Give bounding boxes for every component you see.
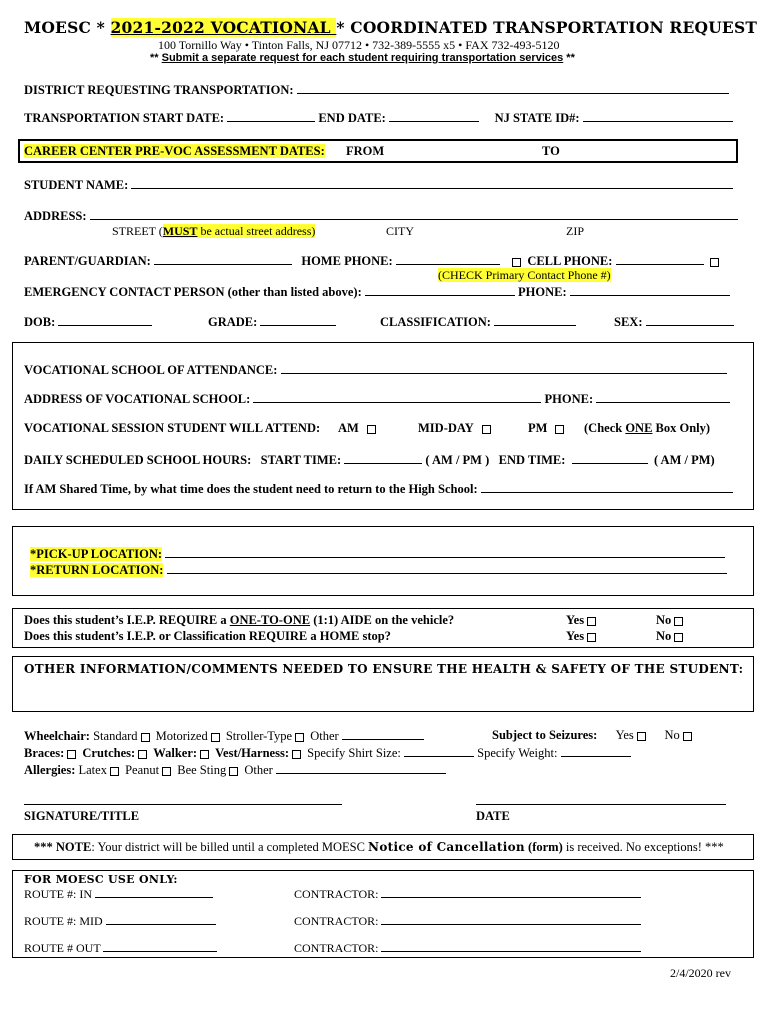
dob-row: DOB: — [24, 314, 152, 330]
bee-sting-checkbox[interactable] — [229, 767, 238, 776]
emergency-row: EMERGENCY CONTACT PERSON (other than listed above): PHONE: — [24, 284, 730, 300]
route-out-row: ROUTE # OUT — [24, 940, 217, 956]
student-name-row: STUDENT NAME: — [24, 177, 733, 193]
session-pm: PM — [528, 421, 567, 436]
voc-school-field[interactable] — [281, 362, 727, 374]
iep-q2-no-checkbox[interactable] — [674, 633, 683, 642]
contractor-mid-field[interactable] — [381, 913, 641, 925]
route-in-row: ROUTE #: IN — [24, 886, 213, 902]
iep-q2: Does this student’s I.E.P. or Classification REQUIRE a HOME stop? — [24, 629, 391, 643]
revision-date: 2/4/2020 rev — [670, 966, 731, 980]
shared-time-field[interactable] — [481, 481, 733, 493]
voc-address-field[interactable] — [253, 391, 541, 403]
iep-q1-no: No — [656, 613, 686, 628]
classification-field[interactable] — [494, 314, 576, 326]
signature-label: SIGNATURE/TITLE — [24, 809, 140, 823]
state-id-field[interactable] — [583, 110, 733, 122]
cell-phone-field[interactable] — [616, 253, 704, 265]
iep-q1-yes: Yes — [566, 613, 599, 628]
crutches-checkbox[interactable] — [138, 750, 147, 759]
signature-line[interactable] — [24, 793, 342, 805]
other-info-label: OTHER INFORMATION/COMMENTS NEEDED TO ENSURE THE HEALTH & SAFETY OF THE STUDENT: — [24, 662, 744, 676]
wheelchair-row: Wheelchair: Standard Motorized Stroller-Type Other — [24, 728, 424, 744]
contractor-mid-row: CONTRACTOR: — [294, 913, 641, 929]
session-midday: MID-DAY — [418, 421, 494, 436]
date-line[interactable] — [476, 793, 726, 805]
iep-q1-no-checkbox[interactable] — [674, 617, 683, 626]
allergies-other-field[interactable] — [276, 762, 446, 774]
cell-phone-primary-checkbox[interactable] — [710, 258, 719, 267]
peanut-checkbox[interactable] — [162, 767, 171, 776]
date-label: DATE — [476, 809, 510, 823]
parent-field[interactable] — [154, 253, 292, 265]
contractor-out-row: CONTRACTOR: — [294, 940, 641, 956]
start-time-field[interactable] — [344, 452, 422, 464]
emergency-contact-field[interactable] — [365, 284, 515, 296]
check-primary-note: (CHECK Primary Contact Phone #) — [438, 268, 611, 282]
braces-checkbox[interactable] — [67, 750, 76, 759]
wheelchair-other-field[interactable] — [342, 728, 424, 740]
grade-field[interactable] — [260, 314, 336, 326]
voc-address-row: ADDRESS OF VOCATIONAL SCHOOL: PHONE: — [24, 391, 730, 407]
voc-school-row: VOCATIONAL SCHOOL OF ATTENDANCE: — [24, 362, 727, 378]
assessment-to: TO — [542, 144, 560, 158]
dob-field[interactable] — [58, 314, 152, 326]
session-am: AM — [338, 421, 379, 436]
vest-checkbox[interactable] — [292, 750, 301, 759]
district-row: DISTRICT REQUESTING TRANSPORTATION: — [24, 82, 729, 98]
street-caption: STREET (MUST be actual street address) — [112, 224, 316, 238]
stroller-checkbox[interactable] — [295, 733, 304, 742]
latex-checkbox[interactable] — [110, 767, 119, 776]
contractor-out-field[interactable] — [381, 940, 641, 952]
sex-row: SEX: — [614, 314, 734, 330]
parent-row: PARENT/GUARDIAN: HOME PHONE: CELL PHONE: — [24, 253, 722, 269]
route-in-field[interactable] — [95, 886, 213, 898]
pickup-field[interactable] — [165, 546, 725, 558]
assessment-label: CAREER CENTER PRE-VOC ASSESSMENT DATES: — [24, 144, 325, 158]
form-title: MOESC * 2021-2022 VOCATIONAL * COORDINATED TRANSPORTATION REQUEST — [24, 18, 758, 37]
route-out-field[interactable] — [103, 940, 217, 952]
address-field[interactable] — [90, 208, 738, 220]
seizures-no-checkbox[interactable] — [683, 732, 692, 741]
hours-row: DAILY SCHEDULED SCHOOL HOURS: START TIME: ( AM / PM ) END TIME: ( AM / PM) — [24, 453, 715, 467]
start-date-field[interactable] — [227, 110, 315, 122]
iep-q1: Does this student’s I.E.P. REQUIRE a ONE-TO-ONE (1:1) AIDE on the vehicle? — [24, 613, 455, 627]
pickup-row: *PICK-UP LOCATION: — [30, 546, 725, 562]
contractor-in-row: CONTRACTOR: — [294, 886, 641, 902]
emergency-phone-field[interactable] — [570, 284, 730, 296]
grade-row: GRADE: — [208, 314, 336, 330]
sex-field[interactable] — [646, 314, 734, 326]
iep-q2-yes: Yes — [566, 629, 599, 644]
address-row: ADDRESS: — [24, 208, 738, 224]
separate-request-note: ** Submit a separate request for each student requiring transportation services ** — [150, 52, 575, 64]
cancellation-note: *** NOTE: Your district will be billed until a completed MOESC Notice of Cancellation (form) is received. No exceptions! *** — [34, 840, 724, 854]
org-address: 100 Tornillo Way • Tinton Falls, NJ 07712 • 732-389-5555 x5 • FAX 732-493-5120 — [158, 38, 560, 52]
zip-caption: ZIP — [566, 224, 584, 238]
voc-phone-field[interactable] — [596, 391, 730, 403]
office-use-title: FOR MOESC USE ONLY: — [24, 873, 178, 886]
shared-time-row: If AM Shared Time, by what time does the student need to return to the High School: — [24, 481, 733, 497]
iep-q2-yes-checkbox[interactable] — [587, 633, 596, 642]
weight-field[interactable] — [561, 745, 631, 757]
iep-q2-no: No — [656, 629, 686, 644]
iep-q1-yes-checkbox[interactable] — [587, 617, 596, 626]
contractor-in-field[interactable] — [381, 886, 641, 898]
check-one-note: (Check ONE Box Only) — [584, 421, 711, 435]
braces-row: Braces: Crutches: Walker: Vest/Harness: Specify Shirt Size: Specify Weight: — [24, 745, 631, 761]
end-time-field[interactable] — [572, 452, 648, 464]
return-field[interactable] — [167, 562, 727, 574]
city-caption: CITY — [386, 224, 414, 238]
return-row: *RETURN LOCATION: — [30, 562, 727, 578]
seizures-yes-checkbox[interactable] — [637, 732, 646, 741]
allergies-row: Allergies: Latex Peanut Bee Sting Other — [24, 762, 446, 778]
standard-checkbox[interactable] — [141, 733, 150, 742]
motorized-checkbox[interactable] — [211, 733, 220, 742]
route-mid-field[interactable] — [106, 913, 216, 925]
session-row: VOCATIONAL SESSION STUDENT WILL ATTEND: — [24, 421, 321, 435]
dates-row: TRANSPORTATION START DATE: END DATE: NJ STATE ID#: — [24, 110, 733, 126]
classification-row: CLASSIFICATION: — [380, 314, 576, 330]
end-date-field[interactable] — [389, 110, 479, 122]
home-phone-field[interactable] — [396, 253, 500, 265]
route-mid-row: ROUTE #: MID — [24, 913, 216, 929]
midday-checkbox[interactable] — [482, 425, 491, 434]
pm-checkbox[interactable] — [555, 425, 564, 434]
home-phone-primary-checkbox[interactable] — [512, 258, 521, 267]
student-name-field[interactable] — [131, 177, 733, 189]
district-field[interactable] — [297, 82, 729, 94]
shirt-size-field[interactable] — [404, 745, 474, 757]
seizures-row: Subject to Seizures: Yes No — [492, 728, 695, 743]
assessment-from: FROM — [346, 144, 385, 158]
walker-checkbox[interactable] — [200, 750, 209, 759]
am-checkbox[interactable] — [367, 425, 376, 434]
